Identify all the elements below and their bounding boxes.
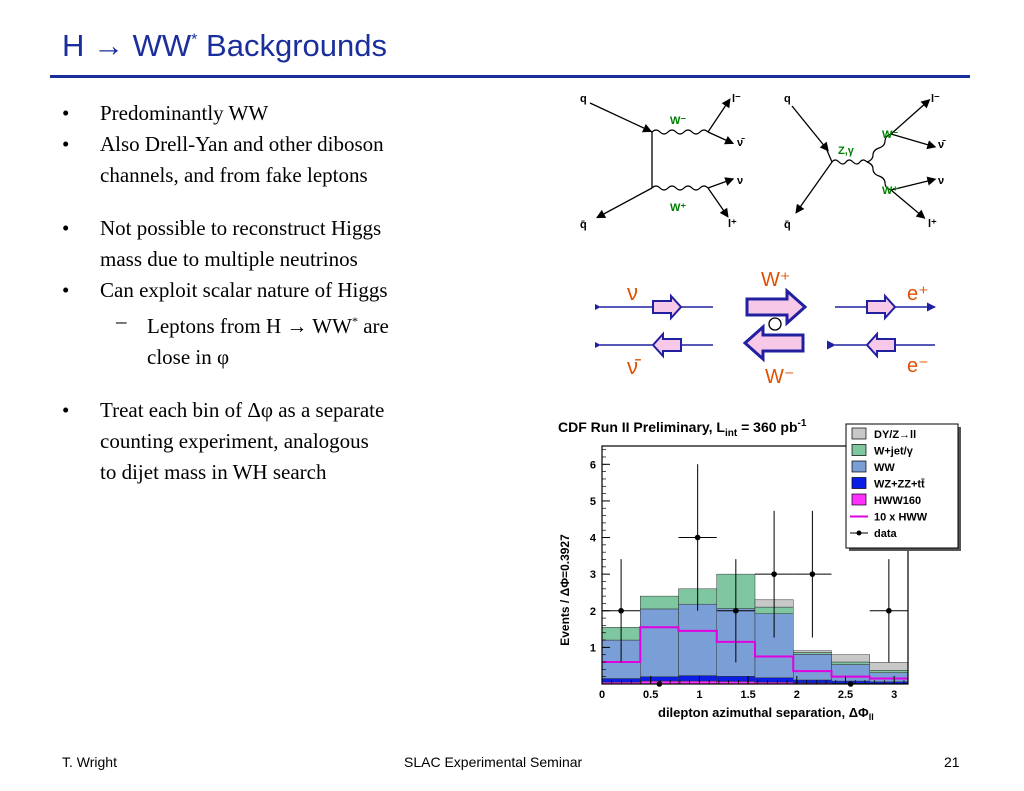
feyn-label: W⁺	[882, 185, 899, 197]
bullet-item	[60, 129, 500, 191]
stack-bar	[832, 665, 870, 681]
sub-ww: WW	[312, 314, 352, 338]
feynman-right	[784, 93, 946, 231]
x-axis-label: dilepton azimuthal separation, $\Delta\Phi_{ll}$	[658, 705, 874, 722]
stack-bar	[832, 662, 870, 665]
bullet-text: Treat each bin of Δφ as a separate	[100, 398, 385, 422]
legend-swatch	[857, 531, 862, 536]
legend-swatch	[852, 445, 866, 456]
x-tick-label: 0	[598, 689, 606, 701]
y-tick-label: 5	[589, 495, 596, 508]
bullet-item	[60, 213, 500, 275]
spin-label-wplus: W⁺	[761, 269, 791, 291]
data-point	[618, 608, 624, 614]
sub-arrow: →	[286, 314, 308, 338]
legend-label: WZ+ZZ+tt̄	[874, 478, 925, 491]
feyn-label: q̄	[580, 219, 587, 231]
sub-star: *	[351, 314, 358, 328]
slide-title	[62, 28, 387, 64]
title-rest: Backgrounds	[206, 28, 387, 63]
data-point	[733, 608, 739, 614]
legend-label: W+jet/γ	[874, 445, 913, 458]
sub-bullet-item	[60, 306, 500, 373]
sub-phi: φ	[216, 345, 230, 369]
title-ww: WW	[132, 28, 192, 63]
legend-label: 10 x HWW	[874, 511, 928, 524]
stack-bar	[640, 677, 678, 681]
data-point	[886, 608, 892, 614]
footer-page: 21	[944, 754, 960, 770]
legend-swatch	[852, 461, 866, 472]
bullet-item	[60, 395, 500, 488]
data-point	[771, 571, 777, 577]
feyn-label: W⁻	[670, 115, 687, 127]
y-tick-label: 3	[589, 569, 596, 582]
feyn-label: ν̄	[938, 139, 945, 151]
feynman-diagrams	[560, 88, 960, 238]
bullet-text: Not possible to reconstruct Higgs	[100, 216, 382, 240]
x-tick-label: 3	[891, 689, 898, 701]
sub-text: close in	[147, 345, 212, 369]
stack-bar	[679, 604, 717, 675]
title-arrow: →	[93, 28, 125, 63]
stack-bar	[717, 676, 755, 681]
data-point	[657, 681, 663, 687]
data-point	[695, 535, 701, 541]
y-tick-label: 6	[589, 459, 596, 472]
stack-bar	[679, 676, 717, 681]
feyn-label: l⁻	[732, 93, 741, 105]
bullet-item	[60, 98, 500, 129]
footer-event: SLAC Experimental Seminar	[404, 754, 583, 770]
stack-bar	[640, 609, 678, 677]
legend-swatch	[852, 494, 866, 505]
title-star: *	[191, 31, 198, 49]
legend-swatch	[852, 428, 866, 439]
feyn-label: ν̄	[737, 137, 744, 149]
chart-title: CDF Run II Preliminary, $L_{int} = 360$ $pb^{-1}$	[558, 418, 807, 439]
footer-author: T. Wright	[62, 754, 117, 770]
y-tick-label: 2	[589, 605, 596, 618]
stack-bar	[640, 596, 678, 609]
stack-bar	[870, 682, 908, 684]
sub-text: are	[363, 314, 389, 338]
y-tick-label: 1	[589, 642, 596, 655]
dphi-histogram	[550, 410, 970, 730]
stack-bar	[870, 670, 908, 672]
y-axis-label: Events / ΔΦ=0.3927	[558, 534, 572, 646]
x-tick-label: 1.5	[740, 689, 756, 701]
legend-swatch	[852, 478, 866, 489]
bullet-text: Predominantly WW	[100, 101, 269, 125]
stack-bar	[793, 654, 831, 680]
spin-label-nu: ν	[627, 280, 638, 305]
x-tick-label: 2	[793, 689, 800, 701]
bullet-text: Can exploit scalar nature of Higgs	[100, 278, 388, 302]
bullet-list	[60, 98, 500, 488]
bullet-text: to dijet mass in WH search	[100, 460, 327, 484]
feyn-label: W⁻	[882, 129, 899, 141]
stack-bar	[870, 673, 908, 682]
stack-bar	[602, 679, 640, 683]
x-tick-label: 1	[696, 689, 703, 701]
x-tick-label: 2.5	[837, 689, 854, 701]
bullet-text: counting experiment, analogous	[100, 429, 369, 453]
stack-bar	[793, 653, 831, 655]
stack-bar	[755, 678, 793, 682]
feyn-label: ν	[737, 175, 744, 187]
title-prefix: H	[62, 28, 85, 63]
data-point	[810, 571, 816, 577]
x-tick-label: 0.5	[643, 689, 659, 701]
legend-label: DY/Z→ll	[874, 429, 917, 441]
feyn-label: Z,γ	[838, 145, 854, 157]
spin-label-eminus: e⁻	[907, 355, 929, 377]
feyn-label: W⁺	[670, 202, 687, 214]
spin-label-eplus: e⁺	[907, 283, 929, 305]
legend-label: data	[874, 528, 897, 540]
spin-diagram	[595, 262, 965, 392]
stack-bar	[832, 655, 870, 662]
bullet-text: mass due to multiple neutrinos	[100, 247, 358, 271]
feynman-left	[580, 93, 745, 231]
feyn-label: q	[784, 93, 791, 105]
bullet-text: channels, and from fake leptons	[100, 163, 368, 187]
bullet-item	[60, 275, 500, 306]
legend-label: HWW160	[874, 495, 922, 507]
data-point	[848, 681, 854, 687]
feyn-label: ν	[938, 175, 945, 187]
bullet-text: Also Drell-Yan and other diboson	[100, 132, 384, 156]
stack-bar	[870, 662, 908, 670]
feyn-label: l⁺	[728, 218, 737, 230]
feyn-label: l⁺	[928, 218, 937, 230]
sub-text: Leptons from H	[147, 314, 282, 338]
y-tick-label: 4	[589, 532, 596, 545]
title-rule	[50, 75, 970, 78]
stack-bar	[793, 651, 831, 653]
feyn-label: q	[580, 93, 587, 105]
feyn-label: q̄	[784, 219, 791, 231]
spin-label-nubar: ν̄	[627, 354, 638, 379]
feyn-label: l⁻	[931, 93, 940, 105]
legend-label: WW	[874, 462, 895, 474]
spin-label-wminus: W⁻	[765, 366, 795, 388]
